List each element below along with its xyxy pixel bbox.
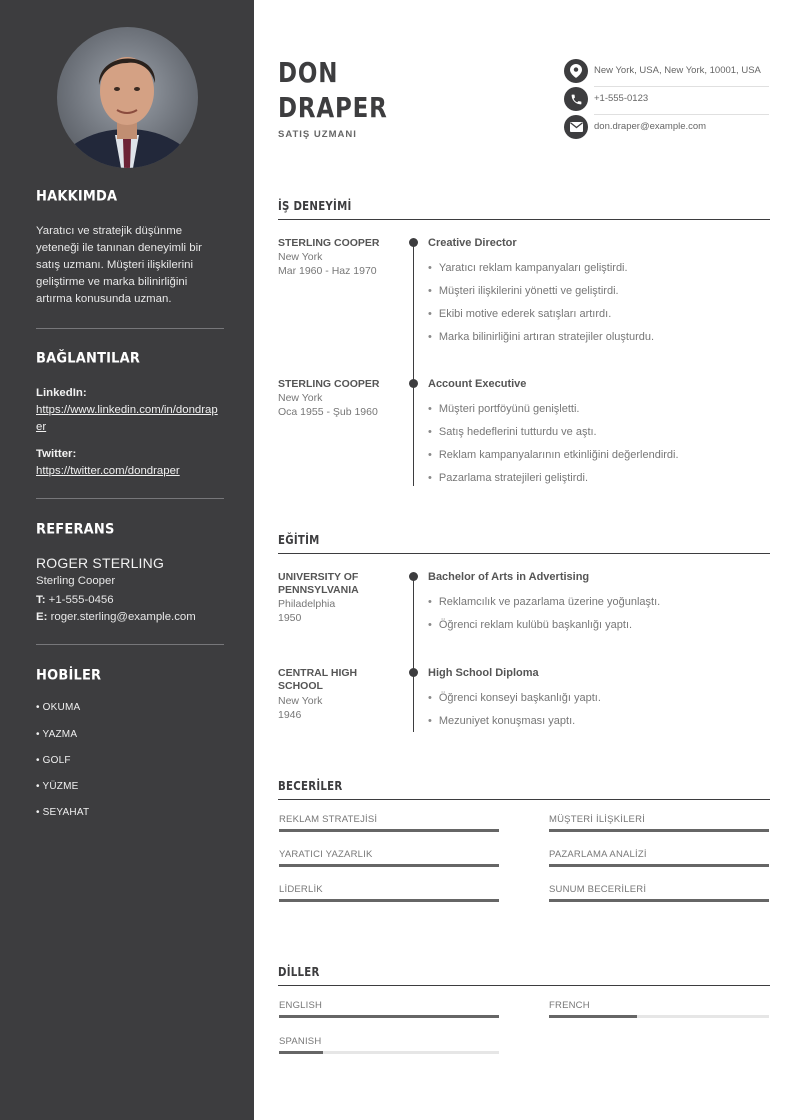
contact-address [564, 59, 769, 85]
experience-meta [278, 250, 377, 278]
education-timeline [413, 576, 414, 732]
language-bar-fill [279, 1015, 499, 1018]
skill-bar [279, 829, 499, 832]
twitter-link[interactable]: https://twitter.com/dondraper [36, 465, 180, 477]
education-bullet: • Mezuniyet konuşması yaptı. [428, 715, 575, 727]
experience-bullet: • Marka bilinirliğini artıran stratejiler oluşturdu. [428, 331, 654, 343]
links-title: BAĞLANTILAR [36, 350, 141, 367]
sidebar-divider [36, 328, 224, 329]
experience-bullet: • Satış hedeflerini tutturdu ve aştı. [428, 426, 597, 438]
reference-phone: T: +1-555-0456 [36, 594, 114, 606]
last-name: DRAPER [278, 91, 388, 124]
reference-title: REFERANS [36, 521, 115, 538]
experience-bullet: • Yaratıcı reklam kampanyaları geliştirdi. [428, 262, 628, 274]
hobby-item: • GOLF [36, 755, 71, 766]
twitter-block [36, 446, 222, 480]
skill-bar-fill [549, 829, 769, 832]
sidebar-divider [36, 498, 224, 499]
experience-dates: Mar 1960 - Haz 1970 [278, 265, 377, 277]
section-rule [278, 553, 770, 554]
experience-bullet: • Reklam kampanyalarının etkinliğini değerlendirdi. [428, 449, 679, 461]
contact-phone [564, 87, 769, 113]
hobby-item: • YAZMA [36, 729, 78, 740]
skill-bar [279, 864, 499, 867]
language-bar-fill [549, 1015, 637, 1018]
location-pin-icon [564, 59, 588, 83]
skill-label: LİDERLİK [279, 884, 323, 895]
experience-bullet: • Müşteri ilişkilerini yönetti ve geliştirdi. [428, 285, 619, 297]
skill-bar-fill [279, 829, 499, 832]
education-location: Philadelphia [278, 598, 336, 610]
experience-timeline [413, 242, 414, 486]
section-rule [278, 219, 770, 220]
language-bar [279, 1015, 499, 1018]
experience-bullet: • Pazarlama stratejileri geliştirdi. [428, 472, 588, 484]
education-bullet: • Öğrenci konseyi başkanlığı yaptı. [428, 692, 601, 704]
education-degree: Bachelor of Arts in Advertising [428, 571, 590, 583]
hobby-item: • SEYAHAT [36, 807, 90, 818]
linkedin-block [36, 385, 222, 436]
experience-dates: Oca 1955 - Şub 1960 [278, 406, 378, 418]
timeline-dot [409, 572, 418, 581]
skill-label: PAZARLAMA ANALİZİ [549, 849, 647, 860]
reference-details [36, 573, 222, 626]
education-dates: 1946 [278, 709, 302, 721]
experience-role: Account Executive [428, 378, 527, 390]
about-title: HAKKIMDA [36, 188, 118, 205]
skill-bar-fill [549, 899, 769, 902]
sidebar [0, 0, 254, 1120]
experience-meta [278, 391, 378, 419]
section-rule [278, 985, 770, 986]
education-meta [278, 694, 322, 722]
contact-address-text: New York, USA, New York, 10001, USA [594, 65, 761, 76]
hobby-item: • OKUMA [36, 702, 81, 713]
education-bullet: • Öğrenci reklam kulübü başkanlığı yaptı. [428, 619, 632, 631]
education-org: UNIVERSITY OF PENNSYLVANIA [278, 571, 359, 596]
profile-photo [57, 27, 198, 168]
reference-email: E: roger.sterling@example.com [36, 611, 196, 623]
reference-name: ROGER STERLING [36, 555, 165, 571]
contact-email-text: don.draper@example.com [594, 121, 707, 132]
experience-title: İŞ DENEYİMİ [278, 199, 352, 213]
education-bullet: • Reklamcılık ve pazarlama üzerine yoğunlaştı. [428, 596, 660, 608]
about-text: Yaratıcı ve stratejik düşünme yeteneği ile tanınan deneyimli bir satış uzmanı. Müşteri ilişkilerini geliştirme ve marka bilinirliğini artırma konusunda uzman. [36, 225, 202, 305]
skill-bar [549, 829, 769, 832]
skill-label: MÜŞTERİ İLİŞKİLERİ [549, 814, 645, 825]
language-label: FRENCH [549, 1000, 590, 1011]
first-name: DON [278, 56, 339, 89]
skill-bar [279, 899, 499, 902]
education-location: New York [278, 695, 323, 707]
skill-bar [549, 899, 769, 902]
skills-title: BECERİLER [278, 779, 343, 793]
contact-phone-text: +1-555-0123 [594, 93, 649, 104]
language-bar [549, 1015, 769, 1018]
envelope-icon [564, 115, 588, 139]
experience-bullet: • Ekibi motive ederek satışları artırdı. [428, 308, 611, 320]
experience-location: New York [278, 392, 323, 404]
education-org: CENTRAL HIGH SCHOOL [278, 667, 358, 692]
education-degree: High School Diploma [428, 667, 539, 679]
skill-bar-fill [549, 864, 769, 867]
timeline-dot [409, 238, 418, 247]
language-label: ENGLISH [279, 1000, 323, 1011]
linkedin-link[interactable]: https://www.linkedin.com/in/dondraper [36, 404, 218, 433]
experience-org: STERLING COOPER [278, 378, 380, 390]
education-title: EĞİTİM [278, 533, 320, 547]
job-title: SATIŞ UZMANI [278, 129, 357, 140]
phone-icon [564, 87, 588, 111]
twitter-label: Twitter: [36, 448, 77, 460]
experience-bullet: • Müşteri portföyünü genişletti. [428, 403, 580, 415]
language-bar [279, 1051, 499, 1054]
experience-org: STERLING COOPER [278, 237, 380, 249]
section-rule [278, 799, 770, 800]
skill-label: YARATICI YAZARLIK [279, 849, 373, 860]
timeline-dot [409, 379, 418, 388]
linkedin-label: LinkedIn: [36, 387, 87, 399]
skill-bar-fill [279, 899, 499, 902]
sidebar-divider [36, 644, 224, 645]
skill-bar [549, 864, 769, 867]
hobbies-title: HOBİLER [36, 667, 102, 684]
skill-label: REKLAM STRATEJİSİ [279, 814, 378, 825]
education-dates: 1950 [278, 612, 302, 624]
skill-bar-fill [279, 864, 499, 867]
timeline-dot [409, 668, 418, 677]
skill-label: SUNUM BECERİLERİ [549, 884, 647, 895]
education-meta [278, 597, 335, 625]
experience-role: Creative Director [428, 237, 517, 249]
language-label: SPANISH [279, 1036, 322, 1047]
hobby-item: • YÜZME [36, 781, 79, 792]
languages-title: DİLLER [278, 965, 320, 979]
experience-location: New York [278, 251, 323, 263]
contact-email [564, 115, 769, 141]
language-bar-fill [279, 1051, 323, 1054]
reference-company: Sterling Cooper [36, 575, 116, 587]
